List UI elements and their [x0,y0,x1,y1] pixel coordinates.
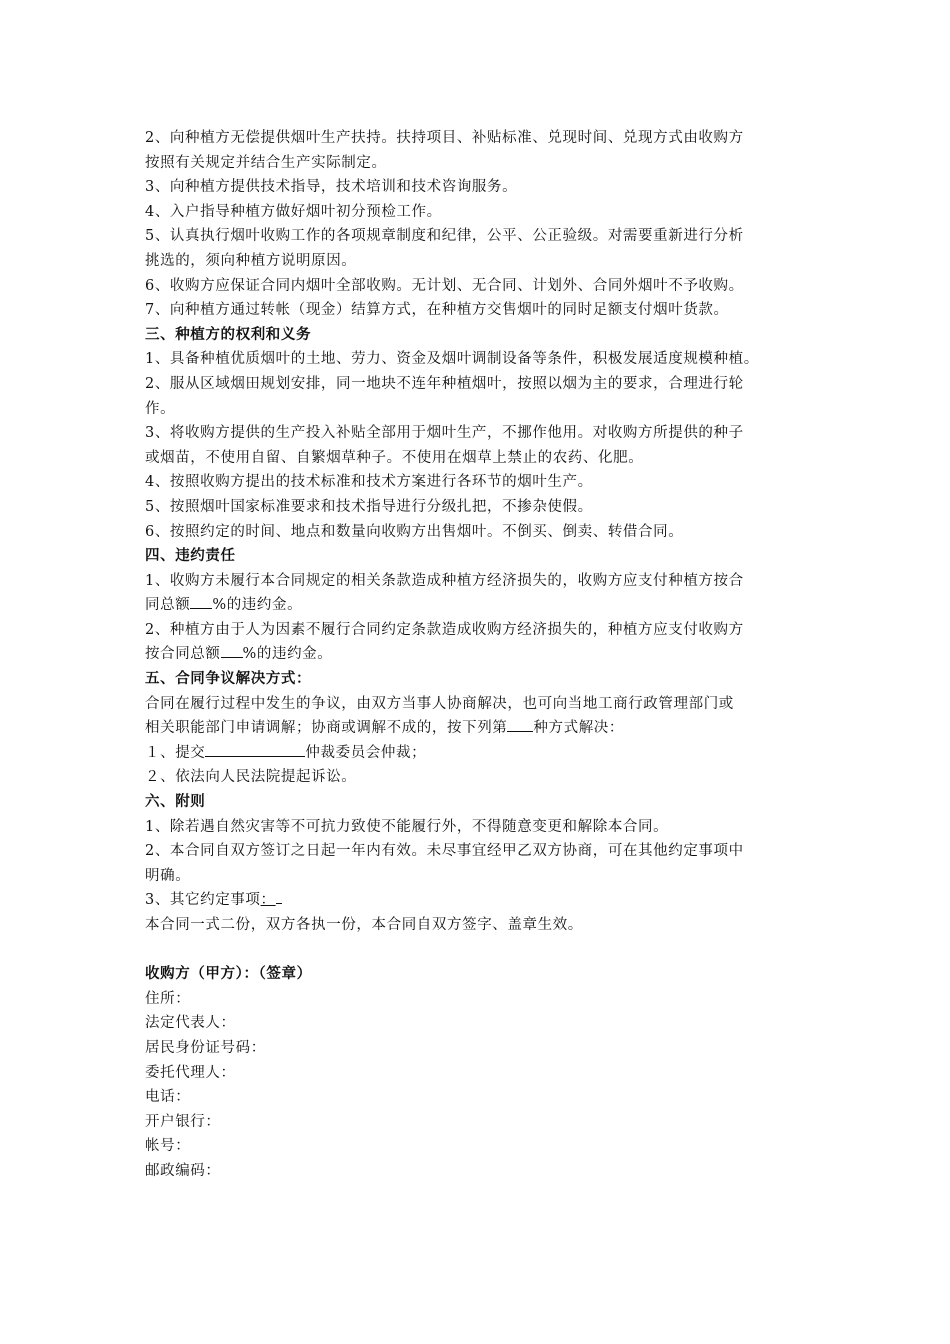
signature-field: 居民身份证号码： [145,1039,266,1056]
clause-text: 按合同总额 [145,646,221,663]
clause-line: 2、种植方由于人为因素不履行合同约定条款造成收购方经济损失的，种植方应支付收购方 [145,621,744,638]
clause-text: %的违约金。 [212,597,303,614]
clause-line: 1、收购方未履行本合同规定的相关条款造成种植方经济损失的，收购方应支付种植方按合 [145,572,744,589]
clause-text: 3、其它约定事项 [145,892,261,909]
clause-line [145,593,825,618]
clause-line: 1、除若遇自然灾害等不可抗力致使不能履行外，不得随意变更和解除本合同。 [145,818,669,835]
clause-line [145,642,825,667]
signature-title: 收购方（甲方）：（签章） [145,966,312,983]
signature-field: 委托代理人： [145,1064,236,1081]
underlined-colon: ： [260,892,276,909]
clause-text: １、提交 [145,744,206,761]
clause-line: 作。 [145,400,176,417]
clause-line: 5、按照烟叶国家标准要求和技术指导进行分级扎把，不掺杂使假。 [145,498,593,515]
other-matters-blank [276,889,282,904]
clause-line: 4、入户指导种植方做好烟叶初分预检工作。 [145,203,442,220]
signature-field: 住所： [145,990,191,1007]
signature-field: 法定代表人： [145,1015,236,1032]
signature-field: 邮政编码： [145,1162,221,1179]
clause-line: 1、具备种植优质烟叶的土地、劳力、资金及烟叶调制设备等条件，积极发展适度规模种植。 [145,351,759,368]
clause-line: 7、向种植方通过转帐（现金）结算方式，在种植方交售烟叶的同时足额支付烟叶货款。 [145,302,729,319]
clause-text: 相关职能部门申请调解；协商或调解不成的，按下列第 [145,720,508,737]
clause-text: 仲裁委员会仲裁； [305,744,427,761]
clause-text: %的违约金。 [242,646,333,663]
arbitration-blank [205,742,305,757]
percent-blank [190,594,212,609]
clause-line: 3、将收购方提供的生产投入补贴全部用于烟叶生产，不挪作他用。对收购方所提供的种子 [145,425,744,442]
clause-line: 本合同一式二份，双方各执一份，本合同自双方签字、盖章生效。 [145,917,583,933]
clause-line: 按照有关规定并结合生产实际制定。 [145,154,387,171]
clause-text: 种方式解决： [533,720,625,737]
clause-line: 4、按照收购方提出的技术标准和技术方案进行各环节的烟叶生产。 [145,474,593,491]
clause-line: 5、认真执行烟叶收购工作的各项规章制度和纪律，公平、公正验级。对需要重新进行分析 [145,228,744,245]
clause-line: 3、向种植方提供技术指导，技术培训和技术咨询服务。 [145,179,518,196]
section-heading-planter-rights: 三、种植方的权利和义务 [145,326,312,343]
contract-body [145,126,825,1184]
clause-line: 或烟苗，不使用自留、自繁烟草种子。不使用在烟草上禁止的农药、化肥。 [145,449,644,466]
clause-line [145,888,825,913]
clause-line: 2、本合同自双方签订之日起一年内有效。未尽事宜经甲乙双方协商，可在其他约定事项中 [145,843,744,860]
signature-field: 帐号： [145,1138,191,1155]
percent-blank [221,643,243,658]
section-heading-dispute: 五、合同争议解决方式： [145,671,312,688]
clause-line: 明确。 [145,867,191,884]
clause-line: 2、向种植方无偿提供烟叶生产扶持。扶持项目、补贴标准、兑现时间、兑现方式由收购方 [145,130,744,146]
clause-line: 合同在履行过程中发生的争议，由双方当事人协商解决，也可向当地工商行政管理部门或 [145,695,734,712]
section-heading-supplementary: 六、附则 [145,794,206,811]
section-heading-liability: 四、违约责任 [145,548,236,565]
clause-line: 6、收购方应保证合同内烟叶全部收购。无计划、无合同、计划外、合同外烟叶不予收购。 [145,277,744,294]
clause-line [145,716,825,741]
clause-line: 2、服从区域烟田规划安排，同一地块不连年种植烟叶，按照以烟为主的要求，合理进行轮 [145,375,744,392]
clause-line: ２、依法向人民法院提起诉讼。 [145,769,357,786]
clause-line: 挑选的，须向种植方说明原因。 [145,252,357,269]
clause-line: 6、按照约定的时间、地点和数量向收购方出售烟叶。不倒买、倒卖、转借合同。 [145,523,684,540]
option-blank [507,717,533,732]
signature-field: 电话： [145,1089,191,1106]
signature-field: 开户银行： [145,1113,221,1130]
clause-line [145,741,825,766]
clause-text: 同总额 [145,597,191,614]
